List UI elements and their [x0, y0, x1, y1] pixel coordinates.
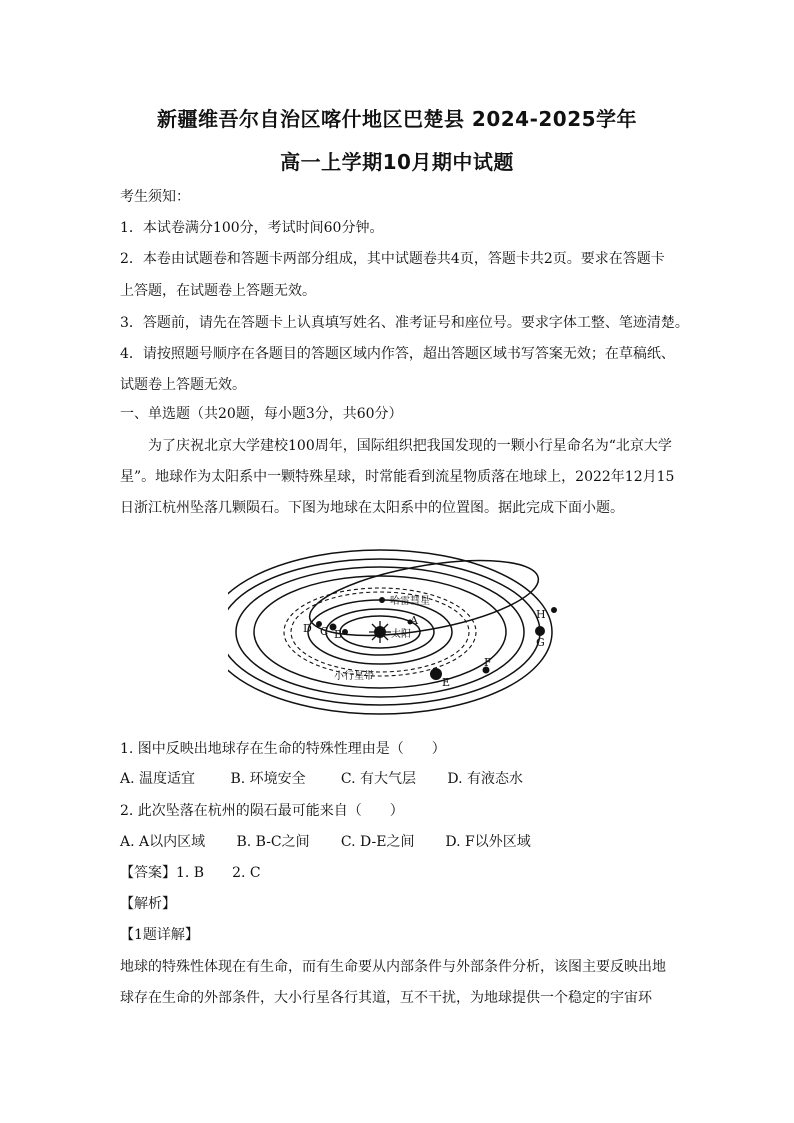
question-1-options	[120, 770, 523, 788]
detail-heading: 【1题详解】	[120, 927, 199, 943]
planet-g	[535, 626, 545, 636]
label-h: H	[536, 608, 546, 621]
solar-system-diagram	[228, 546, 568, 726]
option[interactable]: A. A以内区域	[120, 834, 206, 850]
question-2-options	[120, 833, 531, 851]
label-asteroid-belt: 小行星带	[334, 671, 374, 682]
question-2-stem: 2. 此次坠落在杭州的陨石最可能来自（ ）	[120, 803, 404, 819]
label-a: A	[410, 614, 418, 627]
analysis-heading: 【解析】	[120, 896, 176, 912]
label-b: B	[334, 628, 343, 641]
notice-item: 上答题，在试题卷上答题无效。	[120, 283, 316, 299]
option[interactable]: B. 环境安全	[230, 771, 306, 787]
option[interactable]: C. 有大气层	[340, 771, 417, 787]
section-heading: 一、单选题（共20题，每小题3分，共60分）	[120, 406, 403, 422]
exam-title-line-1: 新疆维吾尔自治区喀什地区巴楚县 2024-2025学年	[156, 107, 638, 131]
answer-line: 【答案】1. B 2. C	[120, 865, 261, 881]
detail-line: 地球的特殊性体现在有生命，而有生命要从内部条件与外部条件分析，该图主要反映出地	[120, 959, 666, 975]
label-d: D	[303, 622, 312, 635]
label-g: G	[536, 636, 545, 649]
option[interactable]: B. B-C之间	[236, 834, 310, 850]
exam-title-line-2: 高一上学期10月期中试题	[280, 150, 514, 174]
notice-item: 3．答题前，请先在答题卡上认真填写姓名、准考证号和座位号。要求字体工整、笔迹清楚。	[120, 315, 689, 331]
planet-e	[430, 668, 442, 680]
notice-item: 试题卷上答题无效。	[120, 377, 246, 393]
label-f: F	[484, 656, 492, 669]
notice-heading: 考生须知：	[120, 189, 190, 205]
label-sun: 太阳	[391, 629, 411, 640]
label-c: C	[320, 625, 329, 638]
notice-item: 4．请按照题号顺序在各题目的答题区域内作答，超出答题区域书写答案无效；在草稿纸、	[120, 346, 675, 362]
planet-h	[551, 607, 557, 613]
option[interactable]: A. 温度适宜	[120, 771, 196, 787]
label-halley: 哈雷彗星	[390, 596, 430, 607]
passage-line: 为了庆祝北京大学建校100周年，国际组织把我国发现的一颗小行星命名为“北京大学	[148, 438, 672, 454]
detail-line: 球存在生命的外部条件，大小行星各行其道，互不干扰，为地球提供一个稳定的宇宙环	[120, 990, 652, 1006]
passage-line: 日浙江杭州坠落几颗陨石。下图为地球在太阳系中的位置图。据此完成下面小题。	[120, 500, 624, 516]
notice-item: 1．本试卷满分100分，考试时间60分钟。	[120, 220, 384, 236]
sun-icon	[369, 621, 391, 643]
option[interactable]: C. D-E之间	[340, 834, 415, 850]
notice-item: 2．本卷由试题卷和答题卡两部分组成，其中试题卷共4页，答题卡共2页。要求在答题卡	[120, 251, 665, 267]
question-1-stem: 1. 图中反映出地球存在生命的特殊性理由是（ ）	[120, 741, 446, 757]
halley-comet	[379, 597, 385, 603]
label-e: E	[442, 676, 451, 689]
option[interactable]: D. 有液态水	[447, 771, 523, 787]
option[interactable]: D. F以外区域	[445, 834, 531, 850]
passage-line: 星”。地球作为太阳系中一颗特殊星球，时常能看到流星物质落在地球上，2022年12月15	[120, 469, 675, 485]
planet-b	[342, 629, 348, 635]
